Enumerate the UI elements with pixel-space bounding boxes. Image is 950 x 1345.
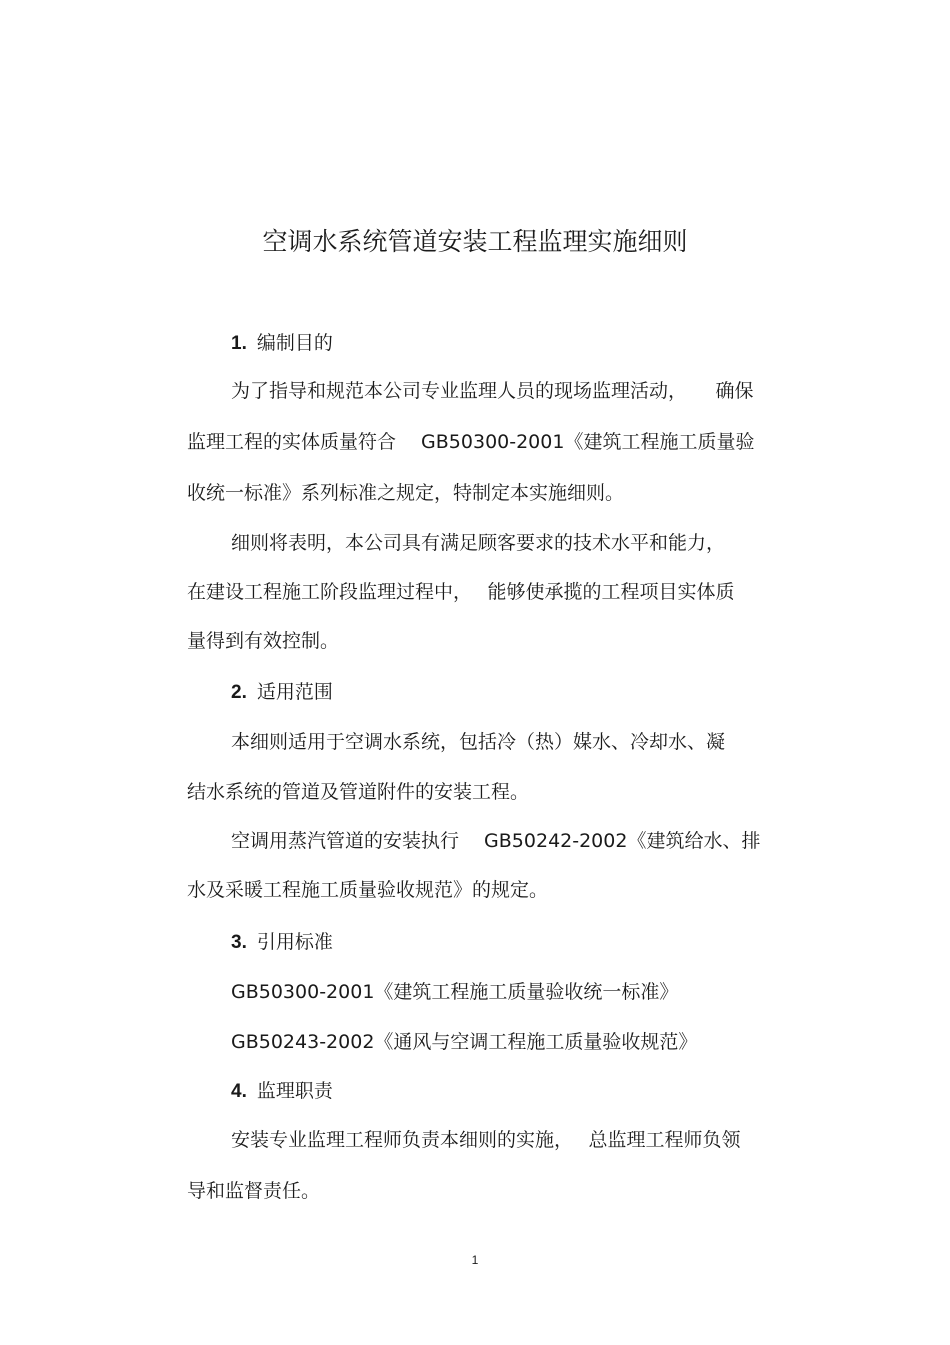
section-heading-2	[231, 679, 333, 706]
section-heading-1	[231, 330, 333, 357]
section-title: 适用范围	[256, 681, 333, 703]
paragraph-line: 量得到有效控制。	[187, 630, 340, 652]
paragraph-line: 为了指导和规范本公司专业监理人员的现场监理活动， 确保	[231, 380, 754, 402]
section-heading-4	[231, 1078, 333, 1105]
paragraph-line: 空调用蒸汽管道的安装执行 GB50242-2002《建筑给水、排	[231, 830, 761, 852]
paragraph-line: 安装专业监理工程师负责本细则的实施， 总监理工程师负领	[231, 1129, 741, 1151]
paragraph-line: 细则将表明，本公司具有满足顾客要求的技术水平和能力，	[231, 532, 726, 554]
section-title: 引用标准	[256, 931, 333, 953]
paragraph-line: 监理工程的实体质量符合 GB50300-2001《建筑工程施工质量验	[187, 431, 755, 453]
section-number: 4.	[231, 1081, 247, 1102]
page-number: 1	[471, 1253, 479, 1267]
section-number: 2.	[231, 682, 247, 703]
paragraph-line: 本细则适用于空调水系统，包括冷（热）媒水、冷却水、凝	[231, 731, 726, 753]
section-number: 3.	[231, 932, 247, 953]
section-title: 编制目的	[256, 332, 333, 354]
document-title: 空调水系统管道安装工程监理实施细则	[262, 227, 688, 256]
standard-reference: GB50243-2002《通风与空调工程施工质量验收规范》	[231, 1031, 698, 1053]
paragraph-line: 导和监督责任。	[187, 1180, 321, 1202]
paragraph-line: 收统一标准》系列标准之规定，特制定本实施细则。	[187, 482, 625, 504]
section-title: 监理职责	[256, 1080, 333, 1102]
paragraph-line: 水及采暖工程施工质量验收规范》的规定。	[187, 879, 549, 901]
standard-reference: GB50300-2001《建筑工程施工质量验收统一标准》	[231, 981, 679, 1003]
section-heading-3	[231, 929, 333, 956]
section-number: 1.	[231, 333, 247, 354]
paragraph-line: 在建设工程施工阶段监理过程中， 能够使承揽的工程项目实体质	[187, 581, 735, 603]
paragraph-line: 结水系统的管道及管道附件的安装工程。	[187, 781, 530, 803]
